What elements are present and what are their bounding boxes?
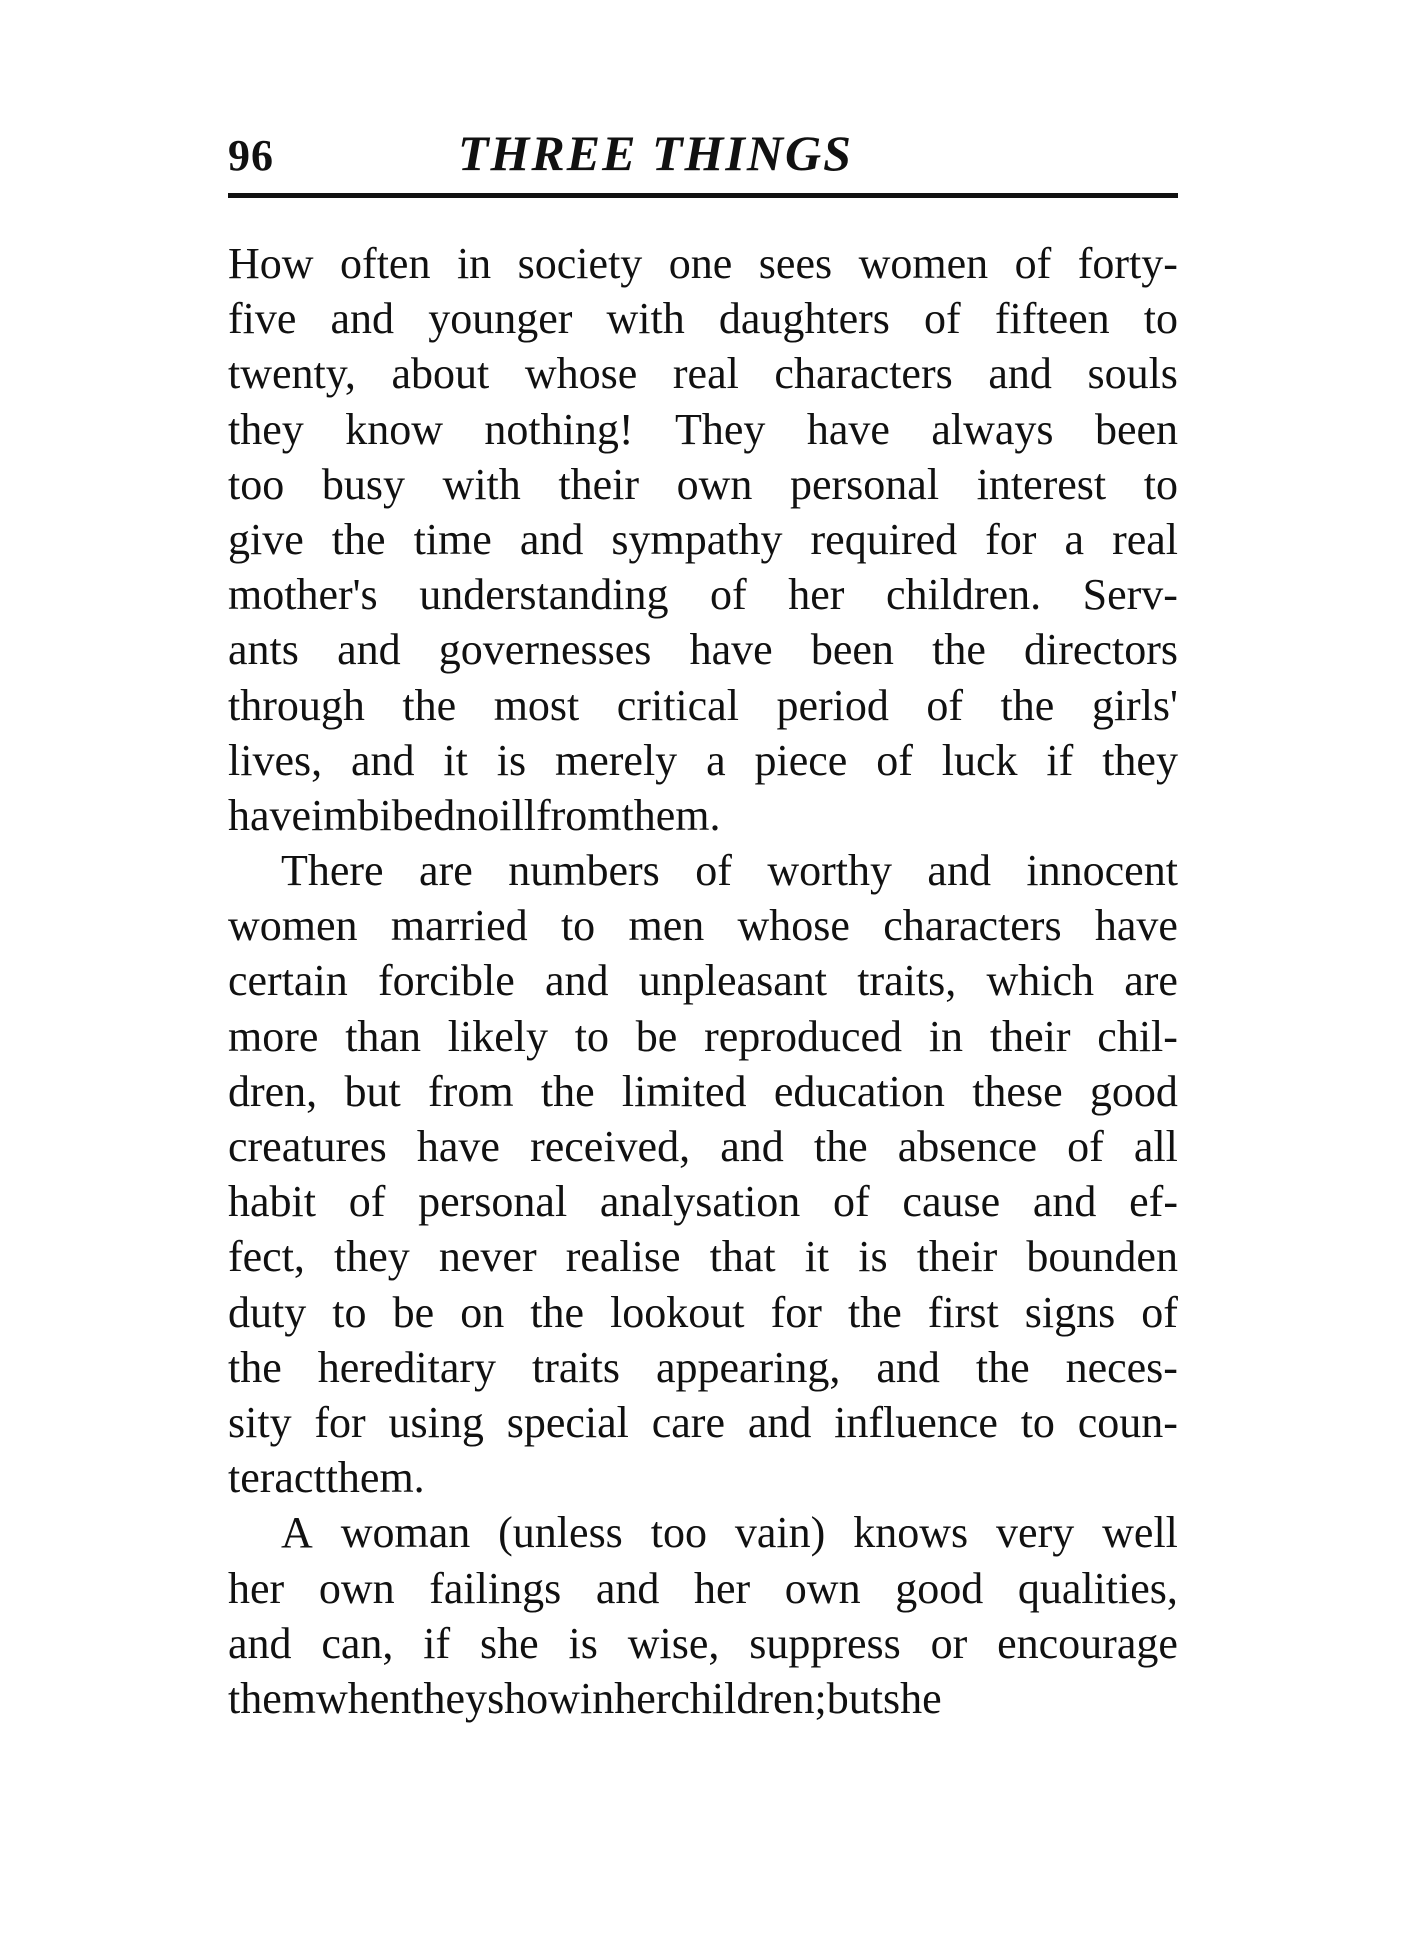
text-line: and can, if she is wise, suppress or encourage [228, 1618, 1178, 1668]
text-line: twenty, about whose real characters and souls [228, 349, 1178, 399]
text-line: them when they show in her children; but she [228, 1673, 942, 1723]
text-line: duty to be on the lookout for the first signs of [228, 1287, 1178, 1337]
body-text [228, 236, 1178, 1726]
running-head [228, 124, 1178, 184]
text-line: lives, and it is merely a piece of luck if they [228, 735, 1178, 785]
header-rule [228, 193, 1178, 198]
text-line: give the time and sympathy required for a real [228, 514, 1178, 564]
text-line: teract them. [228, 1453, 425, 1503]
text-line: fect, they never realise that it is their bounden [228, 1232, 1178, 1282]
text-line: habit of personal analysation of cause and ef- [228, 1177, 1178, 1227]
text-line: her own failings and her own good qualities, [228, 1563, 1178, 1613]
paragraph [228, 843, 1178, 1505]
text-line: more than likely to be reproduced in their chil- [228, 1011, 1178, 1061]
text-line: they know nothing! They have always been [228, 404, 1178, 454]
text-line: ants and governesses have been the directors [228, 625, 1178, 675]
text-line: mother's understanding of her children. Serv- [228, 570, 1178, 620]
text-line: women married to men whose characters have [228, 901, 1178, 951]
page-number: 96 [228, 131, 274, 180]
paragraph [228, 1505, 1178, 1726]
text-line: certain forcible and unpleasant traits, which are [228, 956, 1178, 1006]
text-line: A woman (unless too vain) knows very well [281, 1508, 1178, 1558]
text-line: sity for using special care and influence to coun- [228, 1397, 1178, 1447]
text-line: dren, but from the limited education these good [228, 1066, 1178, 1116]
text-line: How often in society one sees women of forty- [228, 239, 1178, 288]
paragraph [228, 236, 1178, 843]
text-line: too busy with their own personal interest to [228, 459, 1178, 509]
text-line: through the most critical period of the girls' [228, 680, 1178, 730]
text-line: have imbibed no ill from them. [228, 790, 721, 840]
text-line: creatures have received, and the absence of all [228, 1122, 1178, 1171]
text-line: five and younger with daughters of fifteen to [228, 294, 1178, 344]
text-line: There are numbers of worthy and innocent [281, 846, 1178, 896]
running-title: THREE THINGS [458, 125, 853, 181]
text-line: the hereditary traits appearing, and the neces- [228, 1342, 1178, 1392]
